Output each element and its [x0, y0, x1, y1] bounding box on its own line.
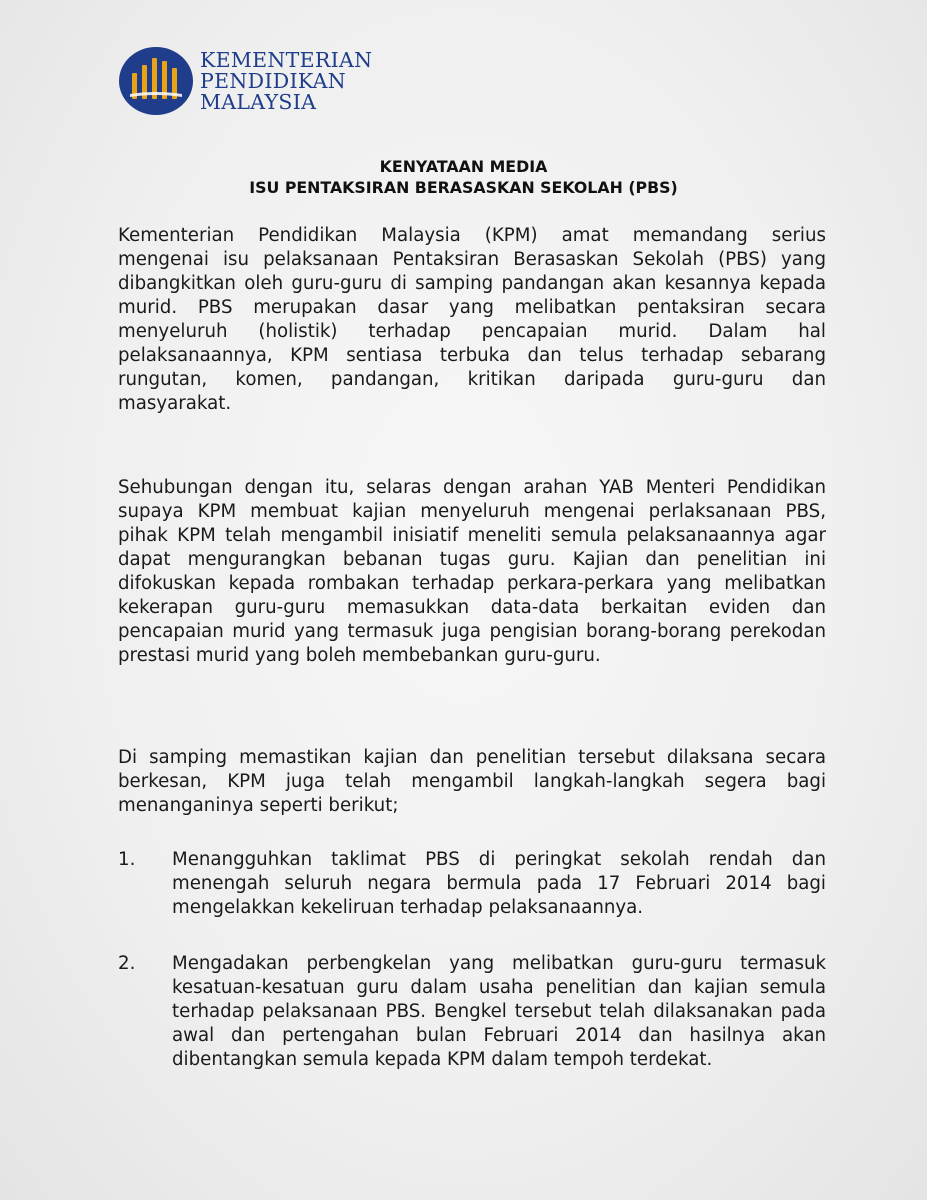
paragraph-1: [118, 224, 826, 416]
text-line: rungutan, komen, pandangan, kritikan daripada guru-guru dan: [118, 369, 826, 390]
heading-line-1: KENYATAAN MEDIA: [379, 157, 548, 176]
text-line: pelaksanaannya, KPM sentiasa terbuka dan telus terhadap sebarang: [118, 345, 826, 366]
text-line: menengah seluruh negara bermula pada 17 Februari 2014 bagi: [172, 873, 826, 894]
paragraph-2: [118, 476, 826, 668]
text-line: murid. PBS merupakan dasar yang melibatkan pentaksiran secara: [118, 297, 826, 318]
text-line: masyarakat.: [118, 393, 232, 414]
list-number: 1.: [118, 849, 136, 870]
text-line: dibangkitkan oleh guru-guru di samping pandangan akan kesannya kepada: [118, 273, 826, 294]
list-item-body: [172, 848, 826, 920]
logo-wordmark: [200, 47, 373, 114]
heading-line-2: ISU PENTAKSIRAN BERASASKAN SEKOLAH (PBS): [249, 178, 678, 197]
ministry-logo: [118, 46, 372, 116]
text-line: dapat mengurangkan bebanan tugas guru. Kajian dan penelitian ini: [118, 549, 826, 570]
text-line: pihak KPM telah mengambil inisiatif meneliti semula pelaksanaannya agar: [118, 525, 826, 546]
text-line: Menangguhkan taklimat PBS di peringkat sekolah rendah dan: [172, 849, 826, 870]
text-line: Sehubungan dengan itu, selaras dengan arahan YAB Menteri Pendidikan: [118, 477, 826, 498]
logo-text-line: KEMENTERIAN: [200, 47, 373, 72]
text-line: Mengadakan perbengkelan yang melibatkan guru-guru termasuk: [172, 953, 826, 974]
text-line: awal dan pertengahan bulan Februari 2014 dan hasilnya akan: [172, 1025, 826, 1046]
list-number: 2.: [118, 953, 136, 974]
text-line: kekerapan guru-guru memasukkan data-data berkaitan eviden dan: [118, 597, 826, 618]
text-line: prestasi murid yang boleh membebankan guru-guru.: [118, 645, 601, 666]
text-line: berkesan, KPM juga telah mengambil langkah-langkah segera bagi: [118, 771, 826, 792]
list-item-body: [172, 952, 826, 1072]
text-line: pencapaian murid yang termasuk juga pengisian borang-borang perekodan: [118, 621, 826, 642]
text-line: terhadap pelaksanaan PBS. Bengkel tersebut telah dilaksanakan pada: [172, 1001, 826, 1022]
text-line: kesatuan-kesatuan guru dalam usaha penelitian dan kajian semula: [172, 977, 826, 998]
paragraph-3: [118, 746, 826, 818]
text-line: menanganinya seperti berikut;: [118, 795, 399, 816]
text-line: dibentangkan semula kepada KPM dalam tempoh terdekat.: [172, 1049, 713, 1070]
text-line: Di samping memastikan kajian dan penelitian tersebut dilaksana secara: [118, 747, 826, 768]
text-line: mengenai isu pelaksanaan Pentaksiran Berasaskan Sekolah (PBS) yang: [118, 249, 826, 270]
ministry-emblem-icon: [118, 46, 194, 116]
text-line: mengelakkan kekeliruan terhadap pelaksanaannya.: [172, 897, 644, 918]
text-line: supaya KPM membuat kajian menyeluruh mengenai perlaksanaan PBS,: [118, 501, 826, 522]
document-heading: [0, 156, 927, 198]
text-line: Kementerian Pendidikan Malaysia (KPM) amat memandang serius: [118, 225, 826, 246]
text-line: difokuskan kepada rombakan terhadap perkara-perkara yang melibatkan: [118, 573, 826, 594]
logo-text-line: PENDIDIKAN: [200, 68, 346, 93]
text-line: menyeluruh (holistik) terhadap pencapaian murid. Dalam hal: [118, 321, 826, 342]
logo-text-line: MALAYSIA: [200, 89, 317, 114]
